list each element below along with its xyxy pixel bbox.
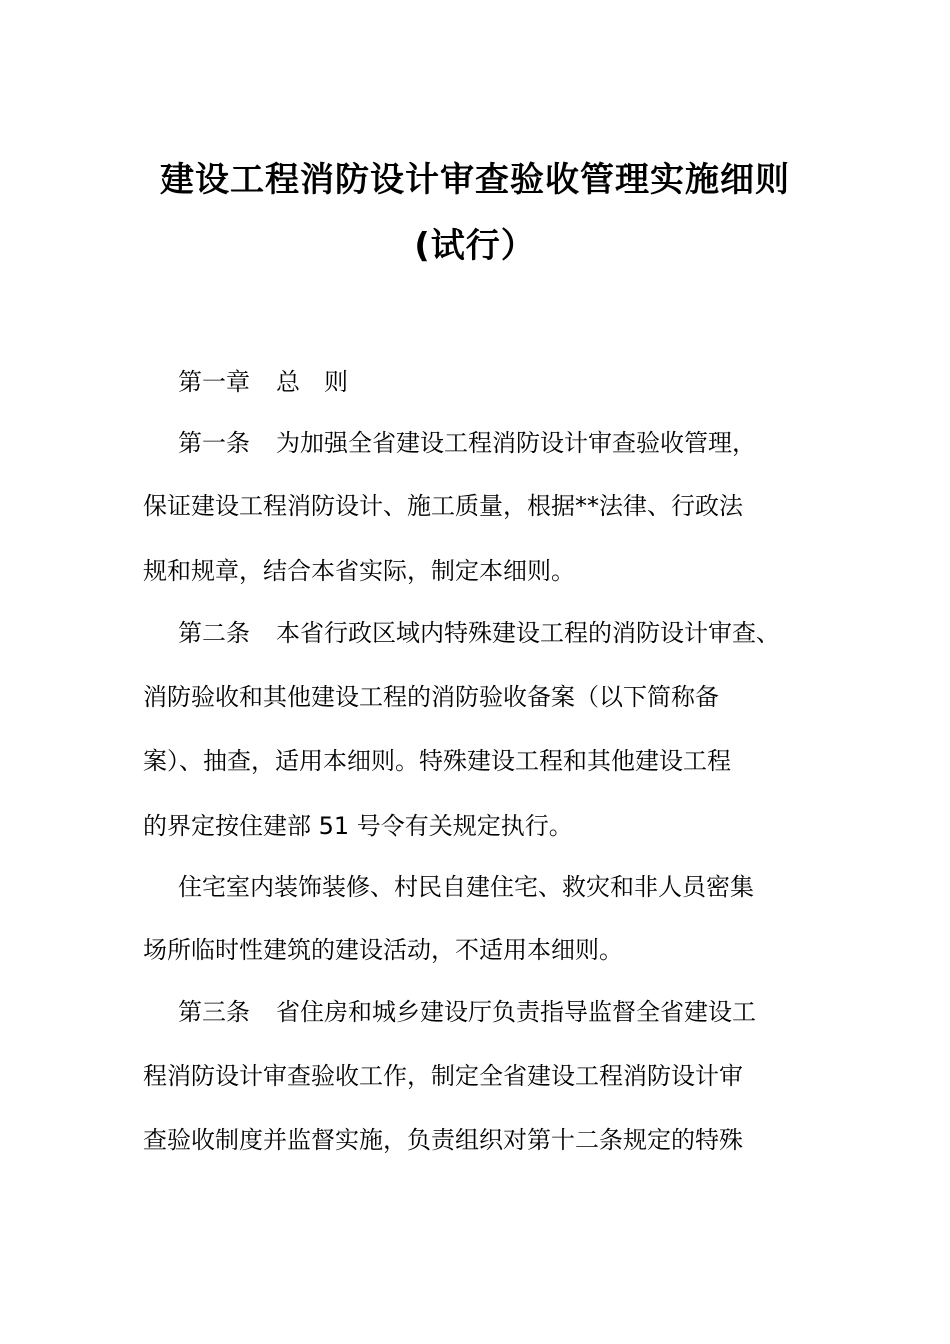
- document-title: 建设工程消防设计审查验收管理实施细则: [160, 160, 790, 200]
- article-1-line-3: 规和规章，结合本省实际，制定本细则。: [143, 557, 575, 585]
- article-3-line-2: 程消防设计审查验收工作，制定全省建设工程消防设计审: [143, 1062, 743, 1090]
- article-3-line-3: 查验收制度并监督实施，负责组织对第十二条规定的特殊: [143, 1126, 743, 1154]
- article-3-text: 省住房和城乡建设厅负责指导监督全省建设工: [276, 998, 756, 1026]
- article-2-line-1: [178, 617, 780, 649]
- chapter-heading: [178, 366, 348, 398]
- article-2-line-4: 的界定按住建部 51 号令有关规定执行。: [143, 812, 573, 840]
- article-1-line-2: 保证建设工程消防设计、施工质量，根据**法律、行政法: [143, 492, 743, 520]
- article-2-label: 第二条: [178, 619, 250, 647]
- article-1-text: 为加强全省建设工程消防设计审查验收管理，: [276, 429, 756, 457]
- article-3-line-1: [178, 996, 756, 1028]
- article-2-line-2: 消防验收和其他建设工程的消防验收备案（以下简称备: [143, 683, 719, 711]
- chapter-label: 第一章: [178, 368, 250, 396]
- article-2-text: 本省行政区域内特殊建设工程的消防设计审查、: [276, 619, 780, 647]
- article-2-line-3: 案）、抽查，适用本细则。特殊建设工程和其他建设工程: [143, 747, 731, 775]
- article-3-label: 第三条: [178, 998, 250, 1026]
- chapter-name: 总 则: [276, 368, 348, 396]
- document-subtitle: (试行）: [414, 226, 536, 266]
- paragraph-line-2: 场所临时性建筑的建设活动，不适用本细则。: [143, 936, 623, 964]
- paragraph-line-1: 住宅室内装饰装修、村民自建住宅、救灾和非人员密集: [178, 873, 754, 901]
- article-1-line-1: [178, 427, 756, 459]
- article-1-label: 第一条: [178, 429, 250, 457]
